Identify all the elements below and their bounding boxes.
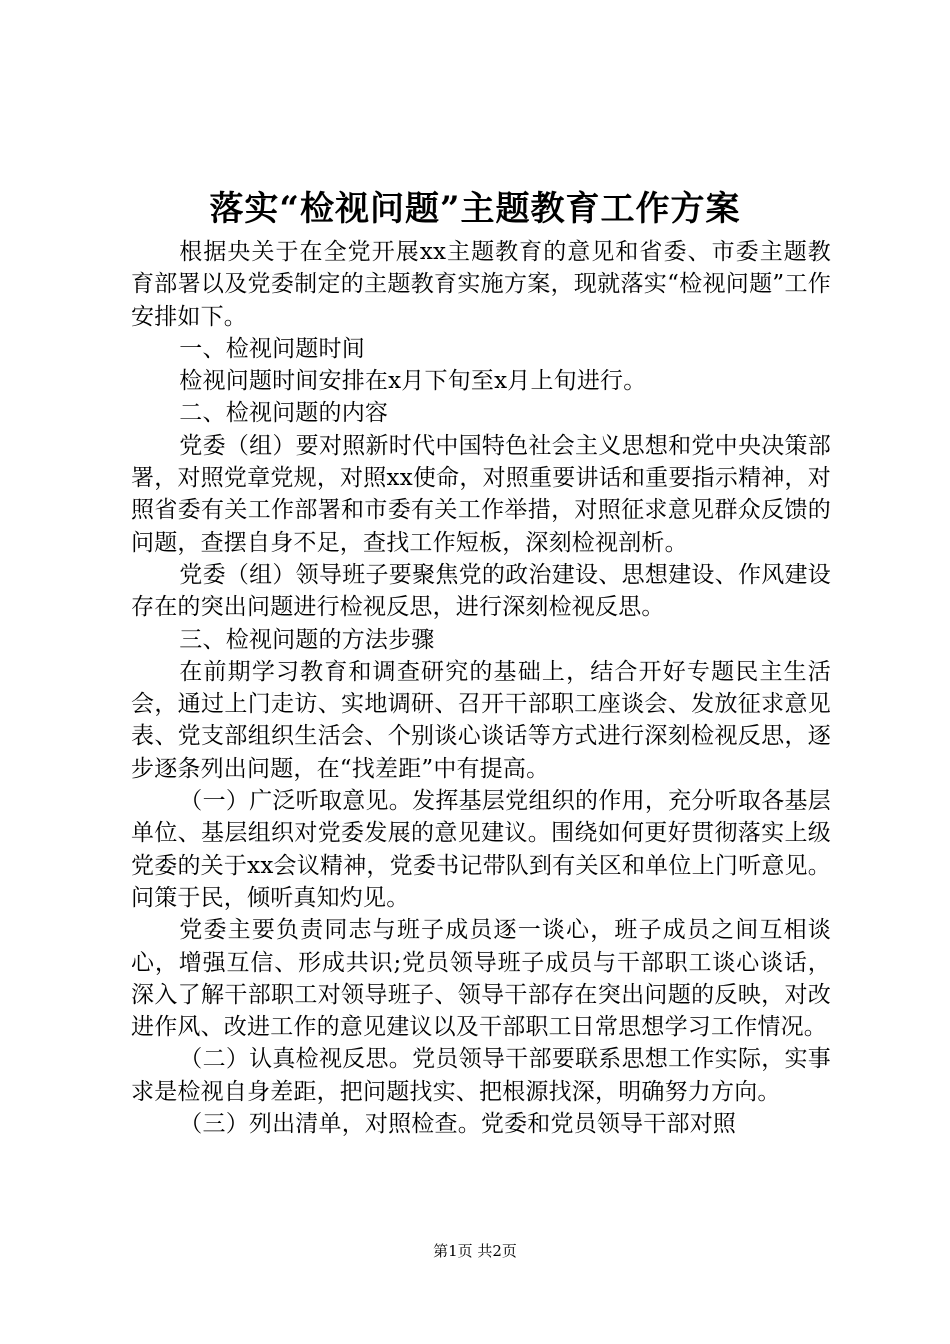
page-number: 第1页 共2页	[433, 1242, 517, 1260]
section-heading-method: 三、检视问题的方法步骤	[179, 626, 435, 653]
document-title: 落实“检视问题”主题教育工作方案	[209, 189, 741, 229]
section-heading-content: 二、检视问题的内容	[179, 400, 389, 427]
paragraph-step-1: （一）广泛听取意见。发挥基层党组织的作用，充分听取各基层单位、基层组织对党委发展的意见建议。围绕如何更好贯彻落实上级党委的关于xx会议精神，党委书记带队到有关区和单位上门听意见。问策于民，倾听真知灼见。	[131, 788, 831, 911]
paragraph-intro: 根据央关于在全党开展xx主题教育的意见和省委、市委主题教育部署以及党委制定的主题教育实施方案，现就落实“检视问题”工作安排如下。	[131, 239, 831, 330]
paragraph-time: 检视问题时间安排在x月下旬至x月上旬进行。	[179, 368, 647, 395]
paragraph-content-2: 党委（组）领导班子要聚焦党的政治建设、思想建设、作风建设存在的突出问题进行检视反思，进行深刻检视反思。	[131, 561, 831, 621]
section-heading-time: 一、检视问题时间	[179, 335, 365, 362]
paragraph-step-2: （二）认真检视反思。党员领导干部要联系思想工作实际，实事求是检视自身差距，把问题找实、把根源找深，明确努力方向。	[131, 1046, 831, 1105]
page-footer	[0, 1241, 950, 1261]
paragraph-step-1-detail: 党委主要负责同志与班子成员逐一谈心，班子成员之间互相谈心，增强互信、形成共识;党员领导班子成员与干部职工谈心谈话，深入了解干部职工对领导班子、领导干部存在突出问题的反映，对改进作风、改进工作的意见建议以及干部职工日常思想学习工作情况。	[131, 917, 831, 1041]
document-body	[131, 236, 831, 1140]
paragraph-step-3: （三）列出清单，对照检查。党委和党员领导干部对照	[179, 1111, 737, 1138]
paragraph-content-1: 党委（组）要对照新时代中国特色社会主义思想和党中央决策部署，对照党章党规，对照xx使命，对照重要讲话和重要指示精神，对照省委有关工作部署和市委有关工作举措，对照征求意见群众反馈的问题，查摆自身不足，查找工作短板，深刻检视剖析。	[131, 432, 831, 556]
paragraph-method: 在前期学习教育和调查研究的基础上，结合开好专题民主生活会，通过上门走访、实地调研、召开干部职工座谈会、发放征求意见表、党支部组织生活会、个别谈心谈话等方式进行深刻检视反思，逐步逐条列出问题，在“找差距”中有提高。	[131, 658, 831, 782]
